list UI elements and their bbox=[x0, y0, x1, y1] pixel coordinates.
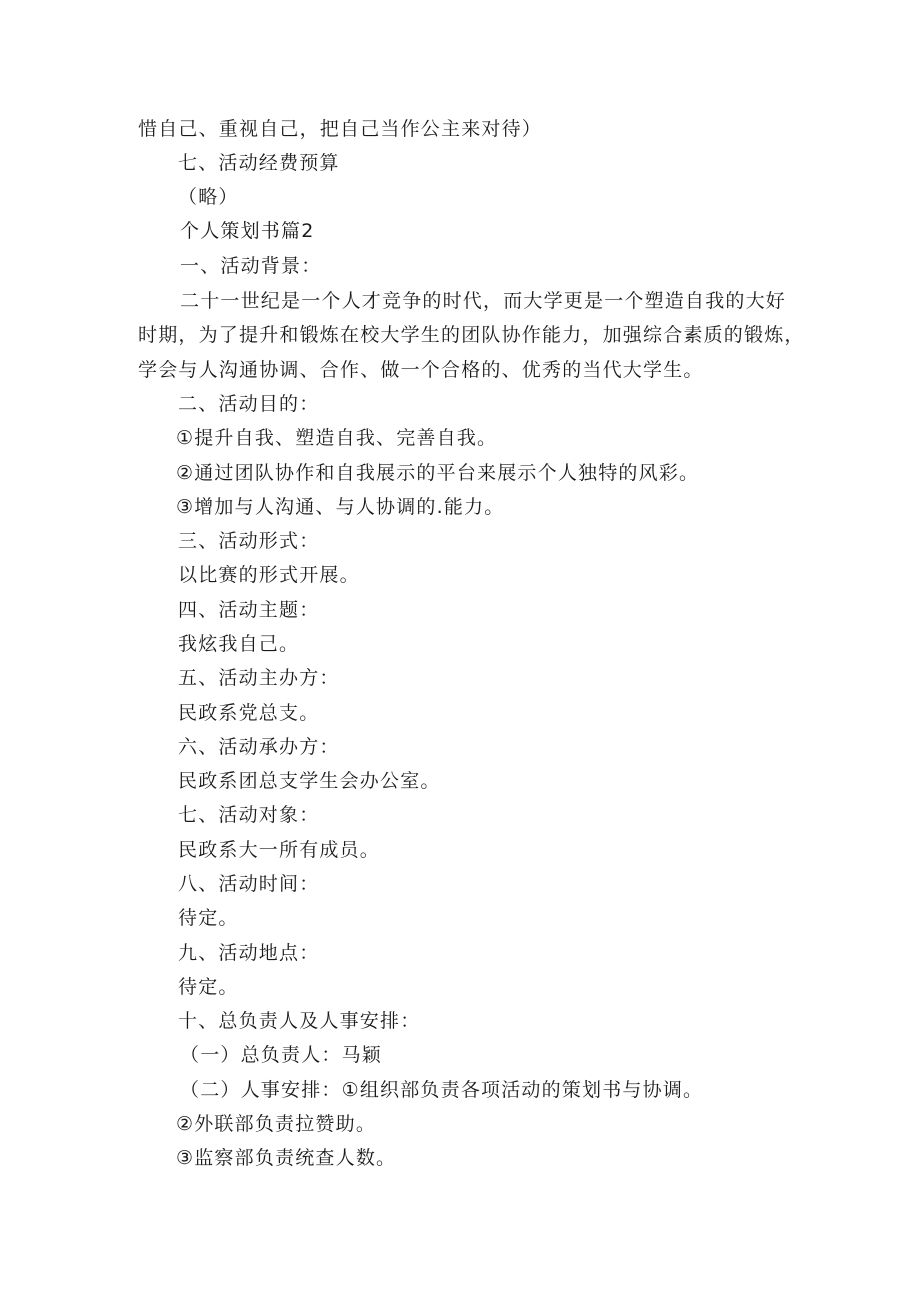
text-line: 民政系党总支。 bbox=[178, 702, 320, 724]
text-line: 以比赛的形式开展。 bbox=[178, 564, 360, 586]
section-heading: 八、活动时间： bbox=[178, 873, 320, 895]
paragraph-line: 二十一世纪是一个人才竞争的时代，而大学更是一个塑造自我的大好 bbox=[180, 290, 787, 312]
text-line: 待定。 bbox=[178, 976, 239, 998]
text-line: 民政系大一所有成员。 bbox=[178, 839, 381, 861]
section-heading: 二、活动目的： bbox=[178, 393, 320, 415]
text-line: 我炫我自己。 bbox=[178, 633, 300, 655]
text-line: （二）人事安排：①组织部负责各项活动的策划书与协调。 bbox=[180, 1079, 704, 1101]
section-heading: 三、活动形式： bbox=[178, 530, 320, 552]
paragraph-line: 时期，为了提升和锻炼在校大学生的团队协作能力，加强综合素质的锻炼， bbox=[138, 324, 805, 346]
text-line: 民政系团总支学生会办公室。 bbox=[178, 770, 441, 792]
text-line: 待定。 bbox=[178, 907, 239, 929]
section-heading: 九、活动地点： bbox=[178, 942, 320, 964]
list-item: ①提升自我、塑造自我、完善自我。 bbox=[176, 427, 498, 449]
section-heading: 四、活动主题： bbox=[178, 599, 320, 621]
section-heading: 一、活动背景： bbox=[180, 255, 322, 277]
text-line: （一）总负责人：马颖 bbox=[180, 1044, 383, 1066]
list-item: ②外联部负责拉赞助。 bbox=[176, 1113, 377, 1135]
document-subtitle: 个人策划书篇2 bbox=[180, 220, 315, 242]
list-item: ③监察部负责统查人数。 bbox=[176, 1147, 397, 1169]
section-heading: 五、活动主办方： bbox=[178, 667, 340, 689]
section-heading: 六、活动承办方： bbox=[178, 736, 340, 758]
list-item: ③增加与人沟通、与人协调的.能力。 bbox=[176, 496, 505, 518]
text-line: （略） bbox=[178, 186, 239, 208]
list-item: ②通过团队协作和自我展示的平台来展示个人独特的风彩。 bbox=[176, 462, 700, 484]
section-heading: 十、总负责人及人事安排： bbox=[178, 1010, 421, 1032]
paragraph-line: 学会与人沟通协调、合作、做一个合格的、优秀的当代大学生。 bbox=[138, 359, 704, 381]
text-line: 惜自己、重视自己，把自己当作公主来对待） bbox=[138, 118, 543, 140]
section-heading: 七、活动对象： bbox=[178, 804, 320, 826]
section-heading: 七、活动经费预算 bbox=[178, 152, 340, 174]
